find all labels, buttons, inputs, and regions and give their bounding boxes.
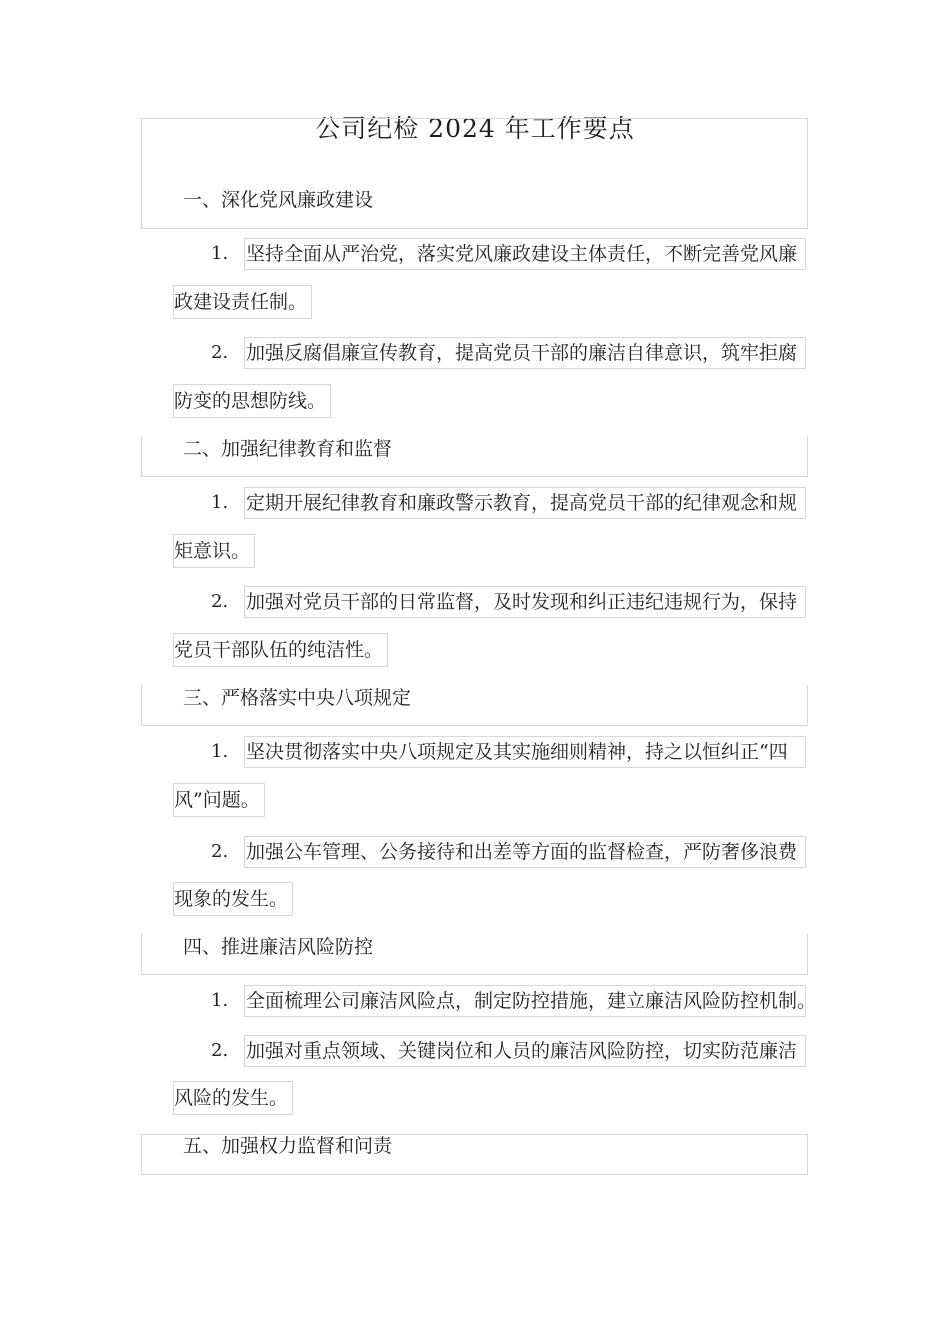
item-text-continuation: 防变的思想防线。 — [173, 384, 331, 418]
item-text-line: 全面梳理公司廉洁风险点，制定防控措施，建立廉洁风险防控机制。 — [244, 985, 806, 1017]
item-number: 2. — [211, 841, 229, 862]
item-text-continuation: 风险的发生。 — [173, 1081, 293, 1115]
item-number: 1. — [211, 492, 229, 513]
document-title: 公司纪检 2024 年工作要点 — [315, 114, 635, 143]
item-text-line: 坚持全面从严治党，落实党风廉政建设主体责任，不断完善党风廉 — [244, 238, 806, 270]
section-heading: 五、加强权力监督和问责 — [183, 1135, 393, 1157]
item-text-continuation: 矩意识。 — [173, 534, 255, 568]
item-text-line: 定期开展纪律教育和廉政警示教育，提高党员干部的纪律观念和规 — [244, 487, 806, 519]
section-heading: 三、严格落实中央八项规定 — [183, 687, 412, 709]
item-text-line: 加强反腐倡廉宣传教育，提高党员干部的廉洁自律意识，筑牢拒腐 — [244, 337, 806, 369]
item-text-line: 加强公车管理、公务接待和出差等方面的监督检查，严防奢侈浪费 — [244, 836, 806, 868]
item-text-line: 坚决贯彻落实中央八项规定及其实施细则精神，持之以恒纠正“四 — [244, 736, 806, 768]
item-number: 2. — [211, 591, 229, 612]
item-text-line: 加强对重点领域、关键岗位和人员的廉洁风险防控，切实防范廉洁 — [244, 1035, 806, 1067]
item-number: 1. — [211, 243, 229, 264]
section-heading: 四、推进廉洁风险防控 — [183, 936, 374, 958]
item-number: 1. — [211, 741, 229, 762]
item-number: 2. — [211, 342, 229, 363]
section-heading: 一、深化党风廉政建设 — [183, 189, 374, 211]
item-number: 1. — [211, 990, 229, 1011]
item-text-continuation: 政建设责任制。 — [173, 285, 312, 319]
section-heading: 二、加强纪律教育和监督 — [183, 438, 393, 460]
item-text-line: 加强对党员干部的日常监督，及时发现和纠正违纪违规行为，保持 — [244, 586, 806, 618]
item-text-continuation: 风”问题。 — [173, 783, 265, 817]
item-number: 2. — [211, 1040, 229, 1061]
item-text-continuation: 党员干部队伍的纯洁性。 — [173, 633, 388, 667]
item-text-continuation: 现象的发生。 — [173, 882, 293, 916]
